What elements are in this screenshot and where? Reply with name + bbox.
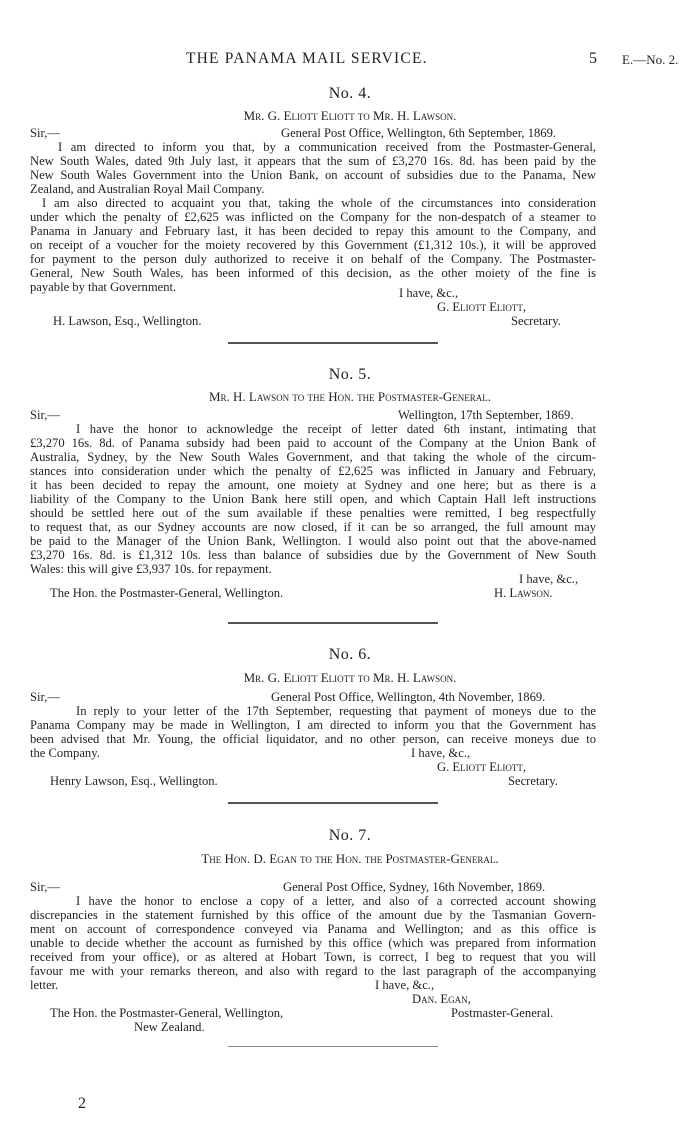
letter-5-heading: Mr. H. Lawson to the Hon. the Postmaster-General. [208, 389, 492, 404]
letter-4-line: General, New South Wales, has been informed of this decision, as the other moiety of the fine is [30, 266, 596, 280]
paper-reference: E.—No. 2. [622, 52, 679, 67]
letter-4-number: No. 4. [328, 85, 372, 102]
section-divider [228, 622, 438, 624]
letter-7-line: letter. [30, 978, 59, 992]
letter-4-closing: I have, &c., [399, 286, 459, 300]
letter-5-line: be paid to the Manager of the Union Bank, Wellington. I would also point out that the above-named [30, 534, 596, 548]
letter-4-line: Panama in January and February last, it has been decided to repay this amount to the Company, and [30, 224, 596, 238]
letter-6-line: been advised that Mr. Young, the official liquidator, and no other person, can receive moneys due to [30, 732, 596, 746]
printer-signature-mark: 2 [78, 1095, 86, 1112]
letter-6-signature: G. Eliott Eliott, [437, 760, 527, 774]
letter-7-line: received from your office), or as altered at Hobart Town, is correct, I beg to request that you will [30, 950, 596, 964]
letter-4-line: New South Wales Government into the Union Bank, on account of subsidies due to the Panama, New [30, 168, 596, 182]
letter-7-addressee: The Hon. the Postmaster-General, Wellington, [50, 1006, 284, 1020]
letter-5-line: I have the honor to acknowledge the receipt of letter dated 6th instant, intimating that [76, 422, 596, 436]
letter-5-line: stances into consideration under which the penalty of £2,625 was inflicted in January and February, [30, 464, 596, 478]
running-title: THE PANAMA MAIL SERVICE. [186, 50, 428, 67]
section-divider [228, 1046, 438, 1047]
letter-6-dateline: General Post Office, Wellington, 4th November, 1869. [271, 690, 546, 704]
letter-5-line: Wales: this will give £3,937 10s. for repayment. [30, 562, 272, 576]
letter-4-line: under which the penalty of £2,625 was inflicted on the Company for the non-despatch of a steamer to [30, 210, 596, 224]
letter-6-salutation: Sir,— [30, 690, 60, 704]
letter-6-heading: Mr. G. Eliott Eliott to Mr. H. Lawson. [243, 670, 457, 685]
letter-4-line: New South Wales, dated 9th July last, it appears that the sum of £3,270 16s. 8d. has been paid by the [30, 154, 596, 168]
letter-5-dateline: Wellington, 17th September, 1869. [398, 408, 574, 422]
letter-7-signature: Dan. Egan, [412, 992, 471, 1006]
section-divider [228, 802, 438, 804]
letter-4-line: Zealand, and Australian Royal Mail Company. [30, 182, 265, 196]
letter-5-closing: I have, &c., [519, 572, 579, 586]
letter-4-line: on receipt of a voucher for the moiety recovered by this Government (£1,312 10s.), it will be approved [30, 238, 596, 252]
page-number: 5 [589, 50, 597, 67]
letter-4-line: I am also directed to acquaint you that, taking the whole of the circumstances into consideration [42, 196, 596, 210]
letter-6-line: Panama Company may be made in Wellington, I am directed to inform you that the Government has [30, 718, 596, 732]
letter-4-signatory-title: Secretary. [511, 314, 561, 328]
section-divider [228, 342, 438, 344]
letter-7-line: unable to decide whether the account as furnished by this office (which was prepared from information [30, 936, 596, 950]
letter-6-addressee: Henry Lawson, Esq., Wellington. [50, 774, 218, 788]
letter-7-number: No. 7. [328, 827, 372, 844]
letter-5-number: No. 5. [328, 366, 372, 383]
letter-7-line: favour me with your remarks thereon, and also with regard to the last paragraph of the accompanying [30, 964, 596, 978]
letter-6-line: the Company. [30, 746, 100, 760]
letter-4-line: payable by that Government. [30, 280, 177, 294]
letter-7-line: discrepancies in the statement furnished by this office of the amount due by the Tasmanian Govern- [30, 908, 596, 922]
letter-6-line: In reply to your letter of the 17th September, requesting that payment of moneys due to the [76, 704, 596, 718]
letter-6-signatory-title: Secretary. [508, 774, 558, 788]
letter-7-signatory-title: Postmaster-General. [451, 1006, 554, 1020]
letter-4-heading: Mr. G. Eliott Eliott to Mr. H. Lawson. [243, 108, 457, 123]
letter-7-addressee-line-2: New Zealand. [134, 1020, 205, 1034]
letter-4-signature: G. Eliott Eliott, [437, 300, 527, 314]
letter-5-line: £3,270 16s. 8d. of Panama subsidy had been paid to account of the Company at the Union Bank of [30, 436, 596, 450]
letter-5-line: Australia, Sydney, by the New South Wales Government, and that taking the whole of the circum- [30, 450, 596, 464]
letter-5-line: liability of the Company to the Union Bank here still open, and which Captain Hall left instructions [30, 492, 596, 506]
letter-7-heading: The Hon. D. Egan to the Hon. the Postmaster-General. [201, 851, 499, 866]
letter-7-dateline: General Post Office, Sydney, 16th November, 1869. [283, 880, 546, 894]
letter-5-line: £3,270 16s. 8d. is £1,312 10s. less than balance of subsidies due by the Government of New South [30, 548, 596, 562]
letter-5-salutation: Sir,— [30, 408, 60, 422]
letter-7-line: I have the honor to enclose a copy of a letter, and also of a corrected account showing [76, 894, 596, 908]
letter-7-salutation: Sir,— [30, 880, 60, 894]
letter-7-line: ment on account of correspondence conveyed via Panama and Wellington; and as this office is [30, 922, 596, 936]
letter-5-addressee: The Hon. the Postmaster-General, Wellington. [50, 586, 284, 600]
letter-7-closing: I have, &c., [375, 978, 435, 992]
letter-4-line: for payment to the person duly authorized to receive it on behalf of the Company. The Postmaster- [30, 252, 596, 266]
letter-6-number: No. 6. [328, 646, 372, 663]
letter-4-dateline: General Post Office, Wellington, 6th September, 1869. [281, 126, 557, 140]
letter-4-line: I am directed to inform you that, by a communication received from the Postmaster-General, [58, 140, 596, 154]
letter-6-closing: I have, &c., [411, 746, 471, 760]
letter-5-line: it has been decided to repay the amount, one moiety at Sydney and one here; but as there is a [30, 478, 596, 492]
letter-4-salutation: Sir,— [30, 126, 60, 140]
letter-5-signature: H. Lawson. [494, 586, 553, 600]
letter-5-line: to request that, as our Sydney accounts are now closed, if it can be so arranged, the full amount may [30, 520, 596, 534]
letter-4-addressee: H. Lawson, Esq., Wellington. [53, 314, 202, 328]
letter-5-line: should be settled here out of the sum available if these penalties were remitted, I beg respectfully [30, 506, 596, 520]
